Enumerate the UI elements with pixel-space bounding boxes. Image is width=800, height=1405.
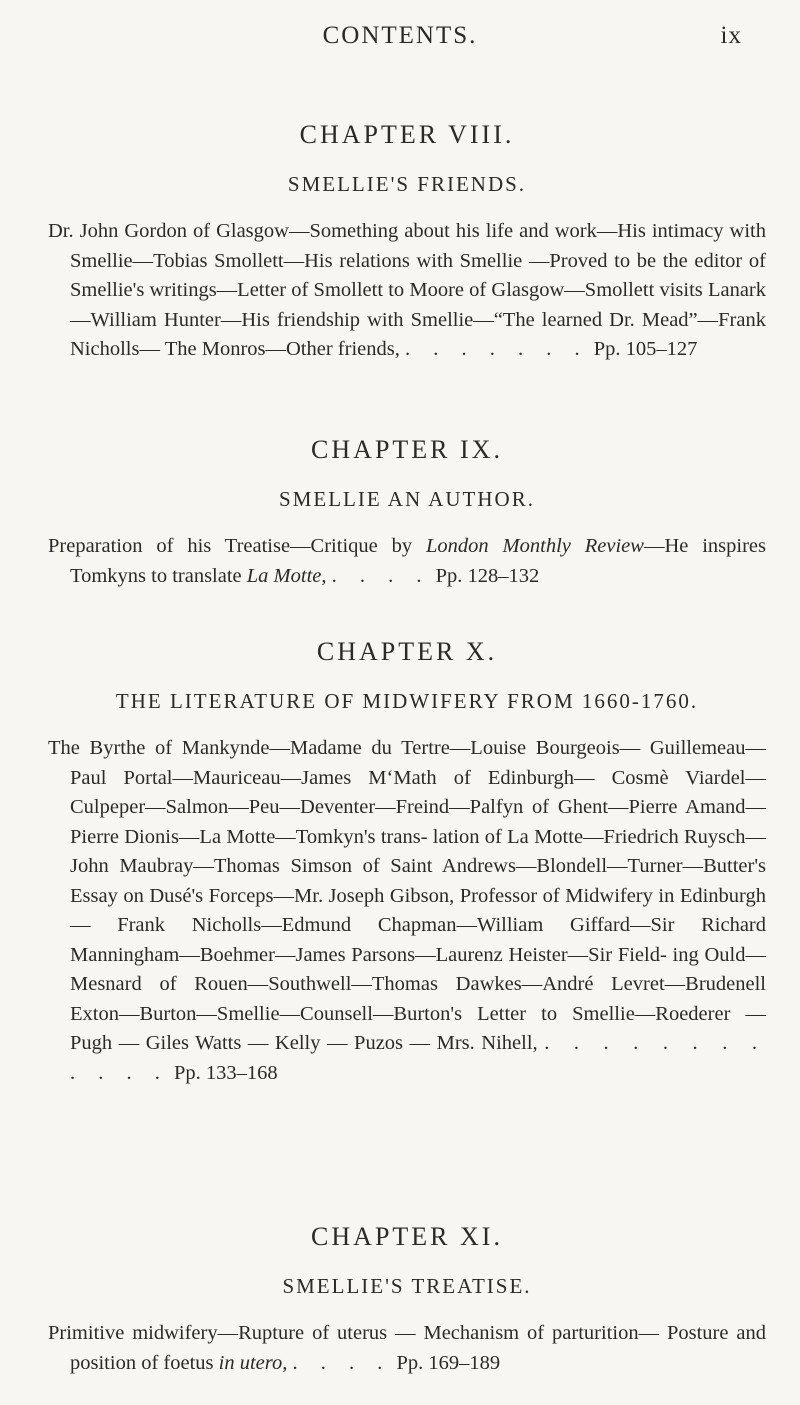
chapter-summary: [48, 1319, 766, 1378]
chapter-summary: [48, 532, 766, 591]
chapter-ix: [48, 435, 766, 591]
chapter-viii: [48, 120, 766, 365]
summary-text: The Byrthe of Mankynde—Madame du Tertre—Louise Bourgeois— Guillemeau—Paul Portal—Mauriceau—James M‘Math of Edinburgh— Cosmè Viardel—Culpeper—Salmon—Peu—Deventer—Freind—Palfyn of Ghent—Pierre Amand—Pierre Dionis—La Motte—Tomkyn's trans- lation of La Motte—Friedrich Ruysch—John Maubray—Thomas Simson of Saint Andrews—Blondell—Turner—Butter's Essay on Dusé's Forceps—Mr. Joseph Gibson, Professor of Midwifery in Edinburgh— Frank Nicholls—Edmund Chapman—William Giffard—Sir Richard Manningham—Boehmer—James Parsons—Laurenz Heister—Sir Field- ing Ould—Mesnard of Rouen—Southwell—Thomas Dawkes—André Levret—Brudenell Exton—Burton—Smellie—Counsell—Burton's Letter to Smellie—Roederer — Pugh — Giles Watts — Kelly — Puzos — Mrs. Nihell,: [48, 737, 766, 1054]
page-range: Pp. 133–168: [174, 1061, 278, 1084]
summary-text: Dr. John Gordon of Glasgow—Something about his life and work—His intimacy with Smellie—Tobias Smollett—His relations with Smellie —Proved to be the editor of Smellie's writings—Letter of Smollett to Moore of Glasgow—Smollett visits Lanark—William Hunter—His friendship with Smellie—“The learned Dr. Mead”—Frank Nicholls— The Monros—Other friends,: [48, 220, 766, 360]
latin-phrase: in utero: [218, 1351, 283, 1374]
summary-text: ,: [282, 1351, 288, 1374]
chapter-number: CHAPTER X.: [316, 637, 498, 666]
chapter-title: SMELLIE AN AUTHOR.: [279, 487, 535, 511]
running-head: [0, 22, 800, 62]
page-range: Pp. 169–189: [396, 1351, 501, 1374]
dot-leader: . . . . . . .: [404, 338, 589, 360]
chapter-number: CHAPTER IX.: [311, 435, 503, 464]
dot-leader: . . . .: [331, 564, 431, 587]
chapter-x: [48, 637, 766, 1088]
running-head-title: CONTENTS.: [322, 22, 478, 49]
chapter-xi: [48, 1222, 766, 1378]
chapter-number: CHAPTER VIII.: [299, 120, 515, 149]
page-number: ix: [720, 22, 742, 49]
dot-leader: . . . .: [292, 1351, 392, 1374]
page-range: Pp. 105–127: [593, 338, 698, 360]
summary-text: ,: [321, 564, 327, 587]
chapter-title: THE LITERATURE OF MIDWIFERY FROM 1660-1760.: [115, 689, 699, 713]
chapter-summary: [48, 217, 766, 365]
page-range: Pp. 128–132: [435, 564, 540, 587]
chapter-title: SMELLIE'S TREATISE.: [282, 1274, 532, 1298]
summary-text: Preparation of his Treatise—Critique by: [48, 535, 427, 557]
chapter-summary: [48, 734, 766, 1088]
chapter-title: SMELLIE'S FRIENDS.: [287, 172, 527, 196]
chapter-number: CHAPTER XI.: [311, 1222, 503, 1251]
journal-title: London Monthly Review: [426, 535, 644, 557]
summary-text: Primitive midwifery—Rupture of uterus — Mechanism of parturition— Posture and position of foetus: [48, 1322, 766, 1374]
book-title: La Motte: [246, 564, 322, 587]
dot-leader: . . . . . . . . . . . .: [70, 1032, 766, 1084]
summary-text: —He inspires Tomkyns to translate: [70, 535, 766, 587]
